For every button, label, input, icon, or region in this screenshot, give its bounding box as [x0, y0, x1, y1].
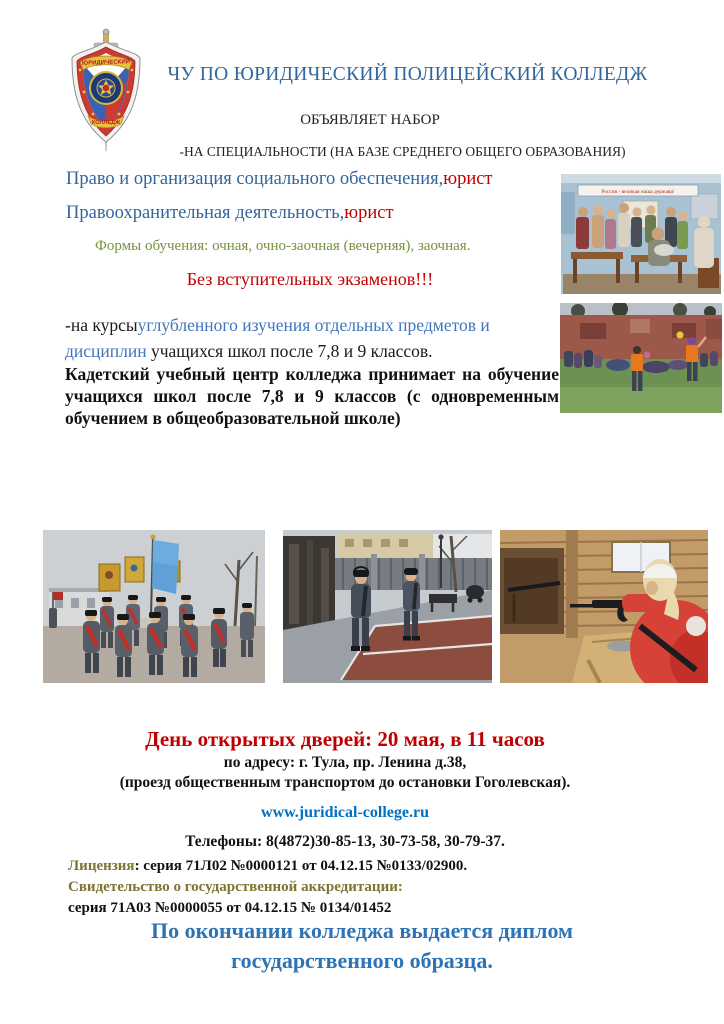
specialties-intro: -НА СПЕЦИАЛЬНОСТИ (НА БАЗЕ СРЕДНЕГО ОБЩЕГО ОБРАЗОВАНИЯ) [179, 144, 626, 159]
specialty-line-social-law [66, 169, 493, 190]
guard-photo-image [283, 530, 492, 683]
classroom-banner-text: Россия - великая наша держава! [601, 189, 675, 195]
diploma-statement [62, 916, 662, 976]
specialty-qualification: юрист [443, 169, 493, 189]
specialty-line-law-enforcement [66, 203, 394, 224]
diploma-line-1: По окончании колледжа выдается диплом [150, 918, 574, 943]
open-day-transport: (проезд общественным транспортом до остановки Гоголевская). [119, 774, 571, 791]
open-day-block [28, 726, 662, 852]
specialty-name: Правоохранительная деятельность, [66, 203, 345, 223]
courses-prefix: -на курсы [65, 315, 138, 335]
badge-icon [66, 28, 146, 152]
enrollment-announcement: ОБЪЯВЛЯЕТ НАБОР [300, 112, 440, 128]
license-line [68, 856, 643, 877]
courses-highlight: углубленного изучения отдельных предметов и дисциплин [65, 315, 490, 361]
photo-classroom [561, 174, 721, 294]
accreditation-label: Свидетельство о государственной аккредитации: [68, 879, 403, 895]
shooting-photo-image [500, 530, 708, 683]
open-day-title: День открытых дверей: 20 мая, в 11 часов [145, 727, 545, 751]
badge-top-text: ЮРИДИЧЕСКИЙ [81, 59, 131, 67]
open-day-address: по адресу: г. Тула, пр. Ленина д.38, [223, 754, 467, 771]
accreditation-value: серия 71А03 №0000055 от 04.12.15 № 0134/01452 [68, 900, 392, 916]
photo-cadets-marching [43, 530, 265, 683]
courses-suffix: учащихся школ после 7,8 и 9 классов. [146, 341, 433, 361]
specialty-name: Право и организация социального обеспечения, [66, 169, 444, 189]
website-link[interactable]: www.juridical-college.ru [261, 804, 429, 821]
study-forms-line: Формы обучения: очная, очно-заочная (вечерняя), заочная. [95, 238, 471, 254]
cadet-center-paragraph: Кадетский учебный центр колледжа принимает на обучение учащихся школ после 7,8 и 9 классов (с одновременным обучением в общеобразовательной школе) [65, 364, 559, 428]
license-label: Лицензия [68, 858, 135, 874]
courses-paragraph [65, 312, 559, 364]
college-name-title: ЧУ ПО ЮРИДИЧЕСКИЙ ПОЛИЦЕЙСКИЙ КОЛЛЕДЖ [167, 64, 648, 85]
diploma-line-2: государственного образца. [231, 948, 493, 973]
college-badge-logo [66, 28, 146, 152]
license-value: : серия 71Л02 №0000121 от 04.12.15 №0133/02900. [134, 858, 468, 874]
license-block [68, 856, 643, 919]
no-exams-line: Без вступительных экзаменов!!! [186, 269, 434, 289]
field-photo-image [560, 303, 722, 413]
specialty-qualification: юрист [344, 203, 394, 223]
classroom-photo-image [561, 174, 721, 294]
photo-cadets-guard [283, 530, 492, 683]
badge-bottom-text: КОЛЛЕДЖ [91, 120, 121, 126]
photo-shooting-range [500, 530, 708, 683]
march-photo-image [43, 530, 265, 683]
photo-sports-field [560, 303, 722, 413]
phones-line: Телефоны: 8(4872)30-85-13, 30-73-58, 30-79-37. [185, 833, 505, 850]
